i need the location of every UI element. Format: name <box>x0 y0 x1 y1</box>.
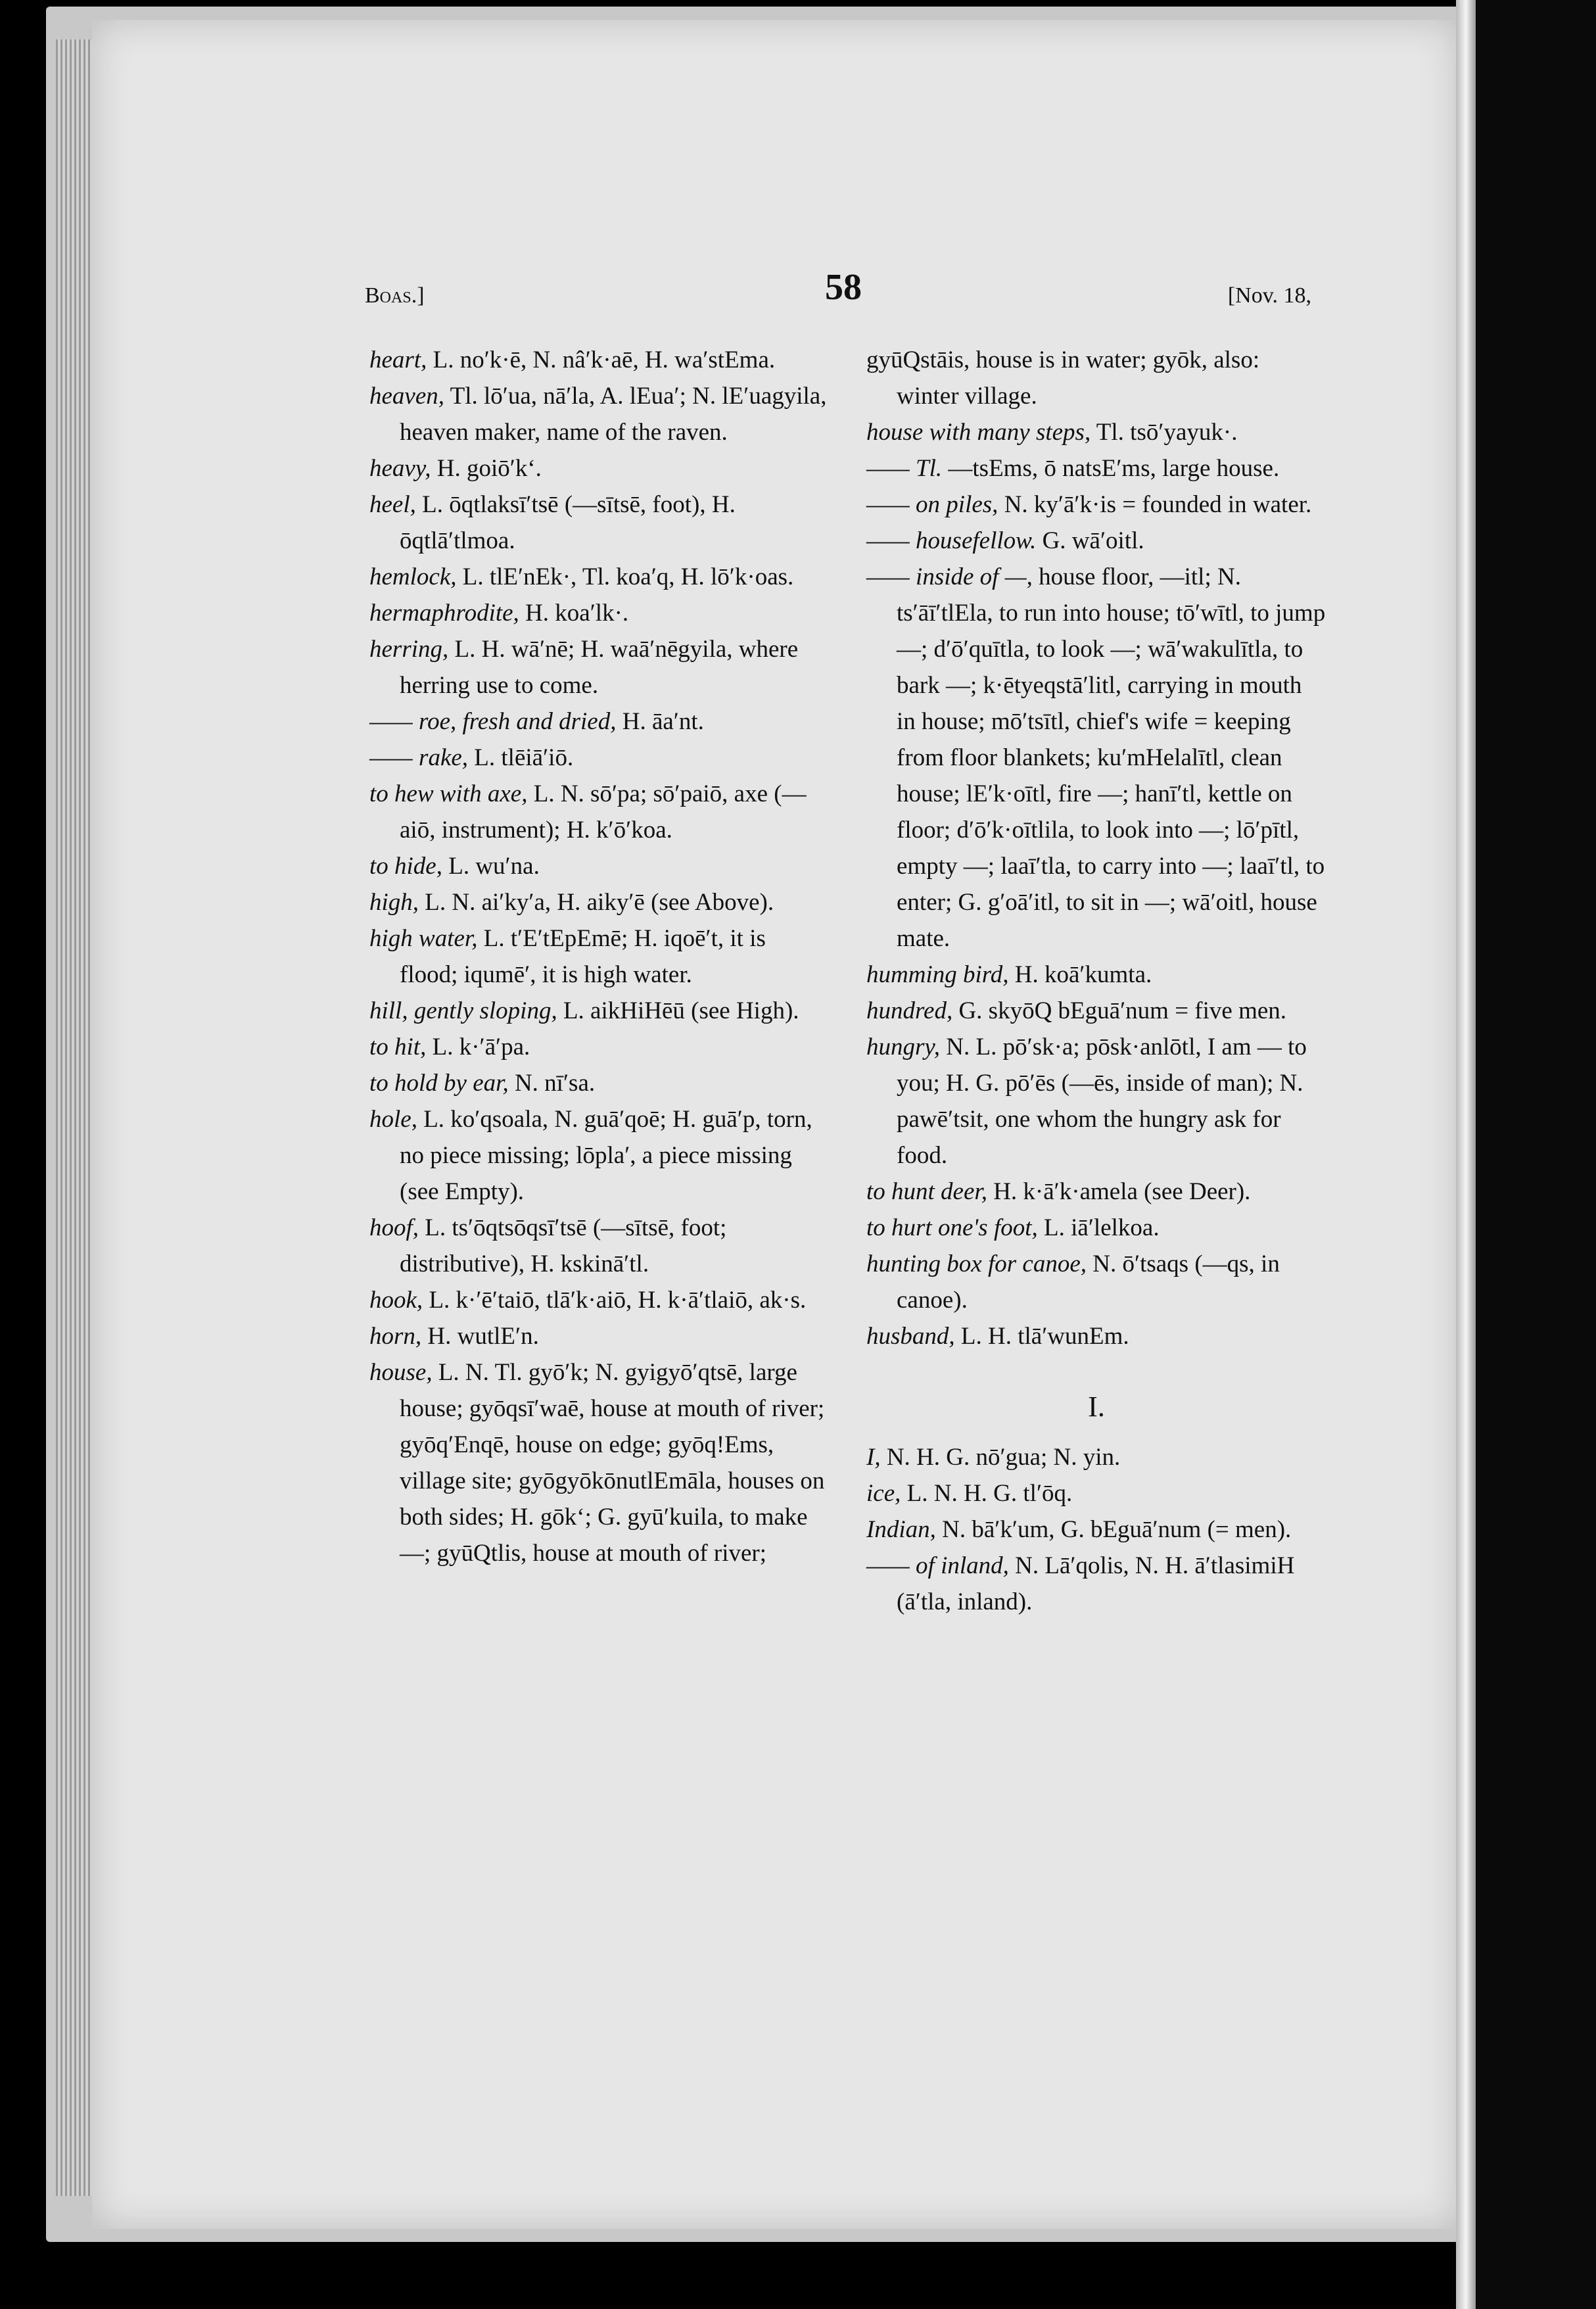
headword: heavy, <box>369 455 431 482</box>
entry-gloss: H. goiō′k‘. <box>436 455 542 482</box>
headword: hole, <box>369 1106 417 1133</box>
dictionary-entry <box>866 559 1326 957</box>
dictionary-entry <box>369 1029 830 1065</box>
entry-gloss: L. tlēiā′iō. <box>474 744 574 771</box>
dictionary-entry <box>369 378 830 450</box>
entry-gloss: L. aikHiHēū (see High). <box>563 997 799 1024</box>
dictionary-entry <box>369 1318 830 1354</box>
entry-gloss: N. ky′ā′k·is = founded in water. <box>1004 491 1312 518</box>
headword: I, <box>866 1444 881 1471</box>
entry-gloss: L. N. Tl. gyō′k; N. gyigyō′qtsē, large house; gyōqsī′waē, house at mouth of river; gyōq′Enqē, house on edge; gyōq!Ems, village site; gyōgyōkōnutlEmāla, houses on both sides; H. gōk‘; G. gyū′kuila, to make —; gyūQtlis, house at mouth of river; <box>400 1359 825 1567</box>
dictionary-entry <box>866 993 1326 1029</box>
dictionary-entry <box>369 1354 830 1571</box>
headword: —— rake, <box>369 744 469 771</box>
author-header: Boas.] <box>365 283 425 308</box>
entry-gloss: L. tlE′nEk·, Tl. koa′q, H. lō′k·oas. <box>462 563 794 590</box>
dictionary-entry <box>866 1548 1326 1620</box>
headword: high, <box>369 889 419 916</box>
entry-gloss: G. wā′oitl. <box>1042 527 1144 554</box>
dictionary-entry <box>866 1439 1326 1475</box>
dictionary-entry <box>369 920 830 993</box>
entry-gloss: L. N. H. G. tl′ōq. <box>906 1480 1073 1507</box>
section-i-entries <box>866 1439 1326 1620</box>
dictionary-entry <box>369 559 830 595</box>
headword: high water, <box>369 925 478 952</box>
dictionary-entry <box>369 848 830 884</box>
headword: —— roe, fresh and dried, <box>369 708 617 735</box>
headword: hermaphrodite, <box>369 600 519 627</box>
headword: house with many steps, <box>866 419 1091 446</box>
dictionary-entry <box>369 631 830 703</box>
dictionary-entry <box>369 740 830 776</box>
entry-gloss: L. no′k·ē, N. nâ′k·aē, H. wa′stEma. <box>433 346 776 373</box>
entry-gloss: L. ts′ōqtsōqsī′tsē (—sītsē, foot; distributive), H. kskinā′tl. <box>400 1214 727 1277</box>
headword: heart, <box>369 346 427 373</box>
headword: hook, <box>369 1287 423 1314</box>
dictionary-entry <box>369 487 830 559</box>
headword: —— inside of —, <box>866 563 1033 590</box>
entry-gloss: H. koa′lk·. <box>525 600 629 627</box>
headword: ice, <box>866 1480 901 1507</box>
right-entries <box>866 342 1326 1354</box>
book-spine <box>1456 0 1476 2309</box>
entry-gloss: N. H. G. nō′gua; N. yin. <box>886 1444 1121 1471</box>
headword: heaven, <box>369 383 445 410</box>
headword: horn, <box>369 1323 422 1350</box>
dictionary-entry <box>369 342 830 378</box>
headword: to hunt deer, <box>866 1178 987 1205</box>
entry-gloss: L. iā′lelkoa. <box>1044 1214 1160 1241</box>
dictionary-entry <box>369 1282 830 1318</box>
headword: hunting box for canoe, <box>866 1250 1087 1277</box>
headword: to hold by ear, <box>369 1070 509 1097</box>
entry-gloss: L. H. wā′nē; H. waā′nēgyila, where herring use to come. <box>400 636 799 699</box>
dictionary-entry <box>369 703 830 740</box>
entry-gloss: L. ōqtlaksī′tsē (—sītsē, foot), H. ōqtlā′tlmoa. <box>400 491 736 554</box>
dictionary-entry <box>866 1210 1326 1246</box>
entry-gloss: L. N. sō′pa; sō′paiō, axe (—aiō, instrument); H. k′ō′koa. <box>400 780 807 844</box>
dictionary-entry <box>866 1475 1326 1512</box>
entry-gloss: H. āa′nt. <box>622 708 704 735</box>
entry-gloss: L. k·′ā′pa. <box>432 1034 530 1060</box>
date-header: [Nov. 18, <box>1227 283 1311 308</box>
headword: to hew with axe, <box>369 780 528 807</box>
headword: husband, <box>866 1323 955 1350</box>
entry-gloss: H. k·ā′k·amela (see Deer). <box>993 1178 1251 1205</box>
headword: —— Tl. <box>866 455 943 482</box>
dictionary-entry <box>369 450 830 487</box>
headword: hill, gently sloping, <box>369 997 557 1024</box>
entry-gloss: —tsEms, ō natsE′ms, large house. <box>948 455 1280 482</box>
dictionary-entry <box>369 884 830 920</box>
entry-gloss: L. t′E′tEpEmē; H. iqoē′t, it is flood; iqumē′, it is high water. <box>400 925 766 988</box>
entry-gloss: G. skyōQ bEguā′num = five men. <box>958 997 1287 1024</box>
entry-gloss: N. ō′tsaqs (—qs, in canoe). <box>897 1250 1280 1314</box>
entry-gloss: house floor, —itl; N. ts′āī′tlEla, to run into house; tō′wītl, to jump —; d′ō′quītla, to look —; wā′wakulītla, to bark —; k·ētyeqstā′litl, carrying in mouth in house; mō′tsītl, chief's wife = keeping from floor blankets; ku′mHelalītl, clean house; lE′k·oītl, fire —; hanī′tl, kettle on floor; d′ō′k·oītlila, to look into —; lō′pītl, empty —; laaī′tla, to carry into —; laaī′tl, to enter; G. g′oā′itl, to sit in —; wā′oitl, house mate. <box>897 563 1326 952</box>
headword: hungry, <box>866 1034 941 1060</box>
headword: humming bird, <box>866 961 1009 988</box>
entry-gloss: Tl. lō′ua, nā′la, A. lEua′; N. lE′uagyila, heaven maker, name of the raven. <box>400 383 827 446</box>
headword: to hurt one's foot, <box>866 1214 1038 1241</box>
entry-gloss: N. Lā′qolis, N. H. ā′tlasimiH (ā′tla, inland). <box>897 1552 1295 1615</box>
dictionary-entry <box>866 523 1326 559</box>
dictionary-entry <box>866 450 1326 487</box>
dictionary-entry <box>369 1101 830 1210</box>
dictionary-entry <box>866 1029 1326 1174</box>
headword: —— housefellow. <box>866 527 1037 554</box>
dictionary-entry <box>866 487 1326 523</box>
dictionary-entry <box>866 342 1326 414</box>
page-number: 58 <box>825 267 862 308</box>
dictionary-entry <box>866 414 1326 450</box>
entry-gloss: Tl. tsō′yayuk·. <box>1096 419 1238 446</box>
dark-margin <box>1476 0 1596 2309</box>
entry-gloss: H. wutlE′n. <box>427 1323 539 1350</box>
entry-gloss: N. bā′k′um, G. bEguā′num (= men). <box>942 1516 1292 1543</box>
entry-gloss: H. koā′kumta. <box>1014 961 1152 988</box>
headword: house, <box>369 1359 433 1386</box>
headword: Indian, <box>866 1516 936 1543</box>
headword: hoof, <box>369 1214 419 1241</box>
entry-gloss: L. wu′na. <box>448 853 540 880</box>
dictionary-entry <box>866 1512 1326 1548</box>
dictionary-entry <box>866 1246 1326 1318</box>
entry-gloss: gyūQstāis, house is in water; gyōk, also: winter village. <box>866 346 1260 410</box>
headword: to hide, <box>369 853 442 880</box>
entry-gloss: N. L. pō′sk·a; pōsk·anlōtl, I am — to you; H. G. pō′ēs (—ēs, inside of man); N. pawē′tsit, one whom the hungry ask for food. <box>897 1034 1307 1169</box>
left-column <box>369 342 830 1571</box>
entry-gloss: L. N. ai′ky′a, H. aiky′ē (see Above). <box>425 889 774 916</box>
entry-gloss: N. nī′sa. <box>514 1070 596 1097</box>
headword: —— on piles, <box>866 491 998 518</box>
entry-gloss: L. ko′qsoala, N. guā′qoē; H. guā′p, torn, no piece missing; lōpla′, a piece missing (see Empty). <box>400 1106 812 1205</box>
section-letter-heading: I. <box>1088 1391 1105 1423</box>
dictionary-entry <box>866 1318 1326 1354</box>
headword: to hit, <box>369 1034 427 1060</box>
dictionary-entry <box>369 595 830 631</box>
headword: heel, <box>369 491 416 518</box>
dictionary-entry <box>369 1065 830 1101</box>
dictionary-entry <box>369 1210 830 1282</box>
headword: hundred, <box>866 997 953 1024</box>
dictionary-entry <box>866 957 1326 993</box>
dictionary-entry <box>866 1174 1326 1210</box>
dictionary-entry <box>369 993 830 1029</box>
entry-gloss: L. H. tlā′wunEm. <box>960 1323 1129 1350</box>
headword: —— of inland, <box>866 1552 1009 1579</box>
right-column <box>866 342 1326 1620</box>
headword: hemlock, <box>369 563 457 590</box>
entry-gloss: L. k·′ē′taiō, tlā′k·aiō, H. k·ā′tlaiō, ak·s. <box>429 1287 807 1314</box>
dictionary-entry <box>369 776 830 848</box>
running-head <box>365 266 1311 312</box>
headword: herring, <box>369 636 449 663</box>
